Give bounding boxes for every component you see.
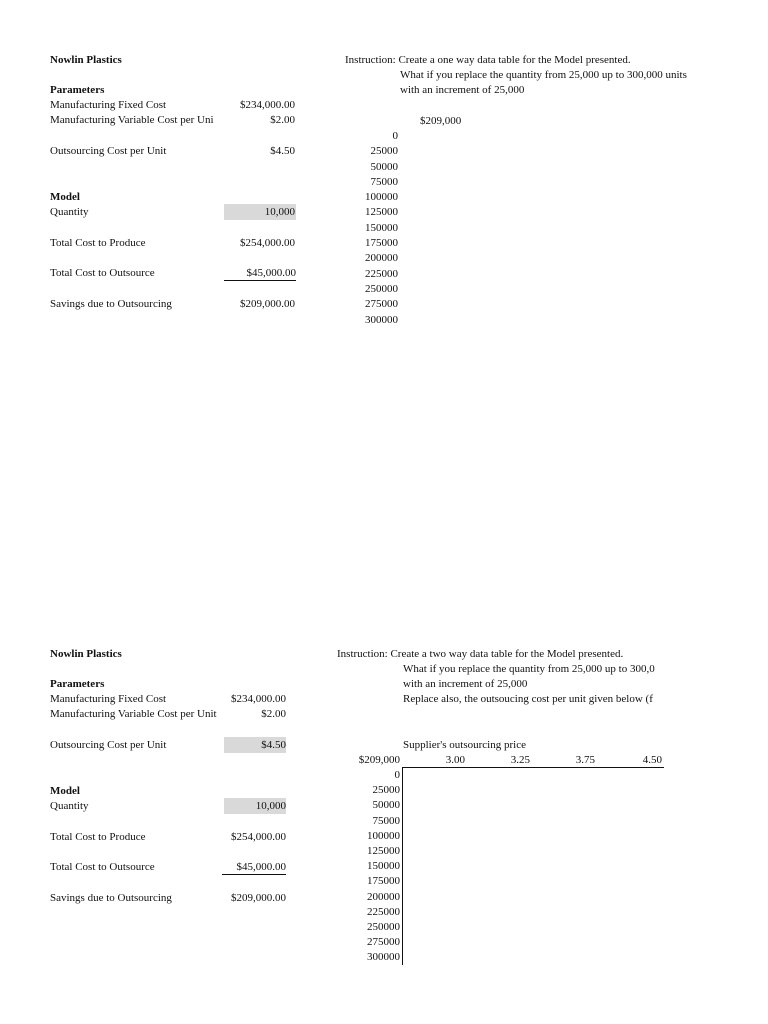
section2-quantity-column — [340, 768, 400, 966]
table-cell[interactable]: 100000 — [367, 829, 400, 842]
section1-fixed-cost-label: Manufacturing Fixed Cost — [50, 99, 167, 111]
section2-price-header-3[interactable]: 3.75 — [575, 754, 595, 766]
table-cell[interactable]: 25000 — [370, 145, 398, 158]
section2-instruction-line1: Instruction: Create a two way data table for the Model presented. — [337, 648, 624, 660]
section2-price-header-1[interactable]: 3.00 — [445, 754, 465, 766]
section1-total-outsource-value[interactable]: $45,000.00 — [224, 266, 296, 281]
section1-outsourcing-value[interactable]: $4.50 — [270, 145, 295, 157]
section1-quantity-label: Quantity — [50, 206, 89, 218]
table-cell[interactable]: 0 — [392, 130, 398, 142]
table-cell[interactable]: 300000 — [367, 951, 400, 964]
section1-parameters-heading: Parameters — [50, 84, 105, 96]
section2-total-outsource-value[interactable]: $45,000.00 — [222, 860, 286, 875]
section1-instruction-line3: with an increment of 25,000 — [400, 84, 525, 96]
section1-quantity-value[interactable]: 10,000 — [224, 204, 296, 220]
table-cell[interactable]: 275000 — [365, 298, 398, 311]
section2-instruction-line4: Replace also, the outsoucing cost per unit given below (f — [403, 693, 653, 705]
table-cell[interactable]: 200000 — [367, 890, 400, 903]
section2-instruction-line3: with an increment of 25,000 — [403, 678, 528, 690]
table-cell[interactable]: 275000 — [367, 936, 400, 949]
section1-savings-value[interactable]: $209,000.00 — [240, 298, 295, 310]
section2-supplier-label: Supplier's outsourcing price — [403, 739, 526, 751]
section2-total-produce-label: Total Cost to Produce — [50, 831, 146, 843]
table-cell[interactable]: 300000 — [365, 313, 398, 326]
table-cell[interactable]: 100000 — [365, 191, 398, 204]
table-cell[interactable]: 250000 — [365, 282, 398, 295]
table-cell[interactable]: 125000 — [367, 845, 400, 858]
section1-variable-cost-value[interactable]: $2.00 — [270, 114, 295, 126]
section2-model-heading: Model — [50, 785, 80, 797]
table-cell[interactable]: 225000 — [365, 267, 398, 280]
section2-table-corner-value[interactable]: $209,000 — [358, 754, 400, 766]
table-cell[interactable]: 250000 — [367, 921, 400, 934]
section1-instruction-line2: What if you replace the quantity from 25,000 up to 300,000 units — [400, 69, 687, 81]
section2-savings-label: Savings due to Outsourcing — [50, 892, 172, 904]
section2-instruction-line2: What if you replace the quantity from 25,000 up to 300,0 — [403, 663, 655, 675]
table-cell[interactable]: 75000 — [372, 814, 400, 827]
section2-outsourcing-label: Outsourcing Cost per Unit — [50, 739, 167, 751]
table-cell[interactable]: 175000 — [367, 875, 400, 888]
table-cell[interactable]: 150000 — [367, 860, 400, 873]
table-cell[interactable]: 200000 — [365, 252, 398, 265]
section1-savings-label: Savings due to Outsourcing — [50, 298, 172, 310]
section2-quantity-label: Quantity — [50, 800, 89, 812]
table-cell[interactable]: 50000 — [370, 160, 398, 173]
table-cell[interactable]: 75000 — [370, 175, 398, 188]
section1-title: Nowlin Plastics — [50, 54, 122, 66]
section1-table-header-value[interactable]: $209,000 — [420, 115, 462, 127]
section1-quantity-column — [340, 129, 398, 328]
section1-fixed-cost-value[interactable]: $234,000.00 — [240, 99, 295, 111]
section1-total-outsource-label: Total Cost to Outsource — [50, 267, 155, 279]
table-cell[interactable]: 225000 — [367, 905, 400, 918]
section1-total-produce-value[interactable]: $254,000.00 — [240, 237, 295, 249]
section1-total-produce-label: Total Cost to Produce — [50, 237, 146, 249]
table-cell[interactable]: 150000 — [365, 221, 398, 234]
section2-outsourcing-value[interactable]: $4.50 — [224, 737, 286, 753]
section1-variable-cost-label: Manufacturing Variable Cost per Uni — [50, 114, 214, 126]
table-header-divider — [402, 767, 664, 768]
section1-instruction-line1: Instruction: Create a one way data table for the Model presented. — [345, 54, 631, 66]
section2-fixed-cost-value[interactable]: $234,000.00 — [231, 693, 286, 705]
section2-title: Nowlin Plastics — [50, 648, 122, 660]
table-cell[interactable]: 50000 — [372, 799, 400, 812]
table-row-divider — [402, 767, 403, 965]
section1-outsourcing-label: Outsourcing Cost per Unit — [50, 145, 167, 157]
section2-total-outsource-label: Total Cost to Outsource — [50, 861, 155, 873]
table-cell[interactable]: 25000 — [372, 784, 400, 797]
section2-variable-cost-value[interactable]: $2.00 — [261, 708, 286, 720]
section1-model-heading: Model — [50, 191, 80, 203]
section2-variable-cost-label: Manufacturing Variable Cost per Unit — [50, 708, 217, 720]
table-cell[interactable]: 175000 — [365, 237, 398, 250]
section2-quantity-value[interactable]: 10,000 — [224, 798, 286, 814]
section2-fixed-cost-label: Manufacturing Fixed Cost — [50, 693, 167, 705]
section2-savings-value[interactable]: $209,000.00 — [231, 892, 286, 904]
section2-total-produce-value[interactable]: $254,000.00 — [231, 831, 286, 843]
section2-price-header-2[interactable]: 3.25 — [510, 754, 530, 766]
table-cell[interactable]: 0 — [394, 769, 400, 781]
section2-price-header-4[interactable]: 4.50 — [642, 754, 662, 766]
table-cell[interactable]: 125000 — [365, 206, 398, 219]
section2-parameters-heading: Parameters — [50, 678, 105, 690]
